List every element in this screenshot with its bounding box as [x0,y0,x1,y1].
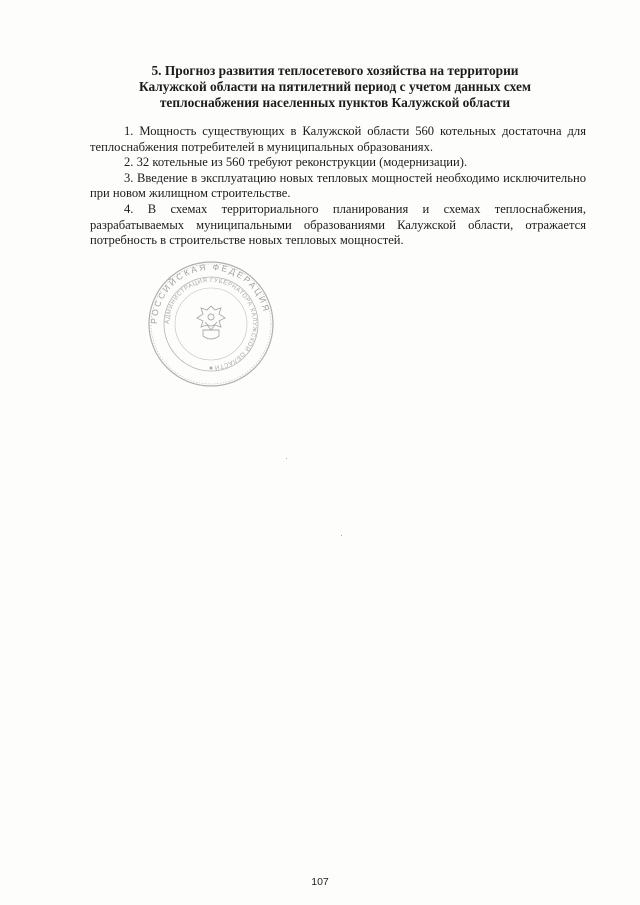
page-number: 107 [311,876,329,888]
paragraph-2: 2. 32 котельные из 560 требуют реконструкции (модернизации). [124,155,468,170]
paragraph-3: 3. Введение в эксплуатацию новых тепловых мощностей необходимо исключительно при новом жилищном строительстве. [90,170,586,201]
seal-outer-text: РОССИЙСКАЯ ФЕДЕРАЦИЯ [148,261,272,325]
heading-line: теплоснабжения населенных пунктов Калужской области [159,95,511,110]
body-text [90,124,586,249]
scan-speck [286,458,287,459]
coat-of-arms-icon [197,306,225,339]
heading-line: Калужской области на пятилетний период с учетом данных схем [138,79,532,94]
svg-text:АДМИНИСТРАЦИЯ ГУБЕРНАТОРА КАЛУ [165,278,257,370]
seal-inner-text: АДМИНИСТРАЦИЯ ГУБЕРНАТОРА КАЛУЖСКОЙ ОБЛАСТИ [164,277,258,370]
heading-line: 5. Прогноз развития теплосетевого хозяйства на территории [151,63,519,78]
paragraph-4: 4. В схемах территориального планирования и схемах теплоснабжения, разрабатываемых муниципальными образованиями Калужской области, отражается потребность в строительстве новых тепловых мощностей. [90,201,586,248]
section-heading [80,63,590,111]
paragraph-1: 1. Мощность существующих в Калужской области 560 котельных достаточна для теплоснабжения потребителей в муниципальных образованиях. [90,124,586,154]
scan-speck [341,535,342,536]
official-seal-stamp [147,260,275,388]
